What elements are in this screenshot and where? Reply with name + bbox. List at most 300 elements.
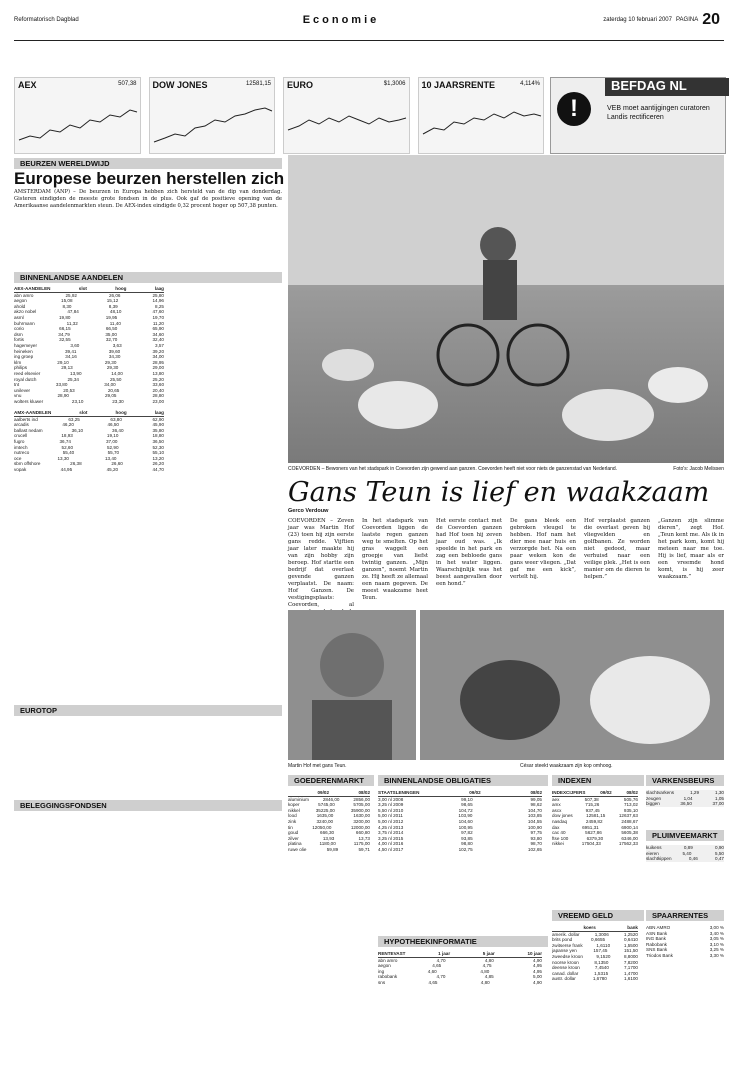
table-cell: amerik. dollar [552,931,580,937]
table-cell: 25,80 [152,292,164,298]
table-cell: 33,60 [152,382,164,388]
table-cell: 9,1520 [596,953,611,959]
table-cell: 5,00 nl 2012 [378,818,404,824]
chart-line [150,90,276,152]
table-cell: 32,40 [152,337,164,343]
table-cell: 44,95 [60,466,73,472]
table-cell: 507,38 [584,796,599,802]
table-row [378,980,542,986]
table-cell: 34,16 [65,354,77,360]
table-cell: 3,40 % [709,930,724,936]
table-cell: 46,50 [107,422,119,428]
table-cell: 2856,00 [353,796,370,802]
table-cell: 3,25 nl 2015 [378,835,404,841]
table-cell: 660,80 [355,830,370,836]
table-cell: 5,50 [715,850,724,856]
table-cell: 35,00 [105,331,117,337]
table-cell: eieren [646,850,659,856]
table-cell: 39,60 [108,348,121,354]
table-cell: nikkel [288,807,300,813]
table-cell: 0,6655 [591,937,606,943]
table-cell: 47,60 [152,309,164,315]
table-cell: ruwe olie [288,846,307,852]
table-cell: 3,57 [155,342,164,348]
table-cell: 48,10 [109,309,122,315]
table-cell: 98,62 [530,802,542,808]
table-aex [14,286,164,404]
table-cell: 39,20 [152,348,164,354]
page-number: 20 [702,11,720,28]
table-cell: Triodos Bank [646,952,673,958]
table-cell: ASN Bank [646,930,668,936]
table-cell: 103,85 [527,813,542,819]
table-cell: ABN AMRO [646,925,671,930]
table-cell: 1,6780 [592,976,607,982]
table-cell: tin [288,824,293,830]
table-cell: 20,65 [107,387,120,393]
table-cell: 93,80 [530,835,542,841]
table-cell: 33,80 [55,382,68,388]
table-cell: 104,55 [527,818,542,824]
section-bar-indexen: INDEXEN [552,775,644,786]
table-row [14,467,164,473]
table-cell: 36,50 [152,438,164,444]
table-cell: 26,38 [70,461,82,467]
table-cell: 93,85 [461,835,473,841]
photo-small-2-caption: César steekt waakzaam zijn kop omhoog. [520,763,613,769]
chart-value: 507,38 [118,81,137,87]
table-cell: 13,73 [358,835,370,841]
table-head: INDEXCIJFERS 09/02 08/02 [552,790,638,795]
table-cell: 37,00 [712,801,724,807]
photo-man-with-goose [288,610,416,760]
section-bar-eurotop: EUROTOP [14,705,282,716]
table-cell: 103,90 [458,813,473,819]
table-cell: 1,6100 [623,976,638,982]
article-col-2: In het stadspark van Coevorden liggen de laatste regen ganzen weg te smelten. Op het gras waggelt een groepje van liefst twintig ganzen. „Mijn ganzen”, noemt Martin ze. Hij heeft ze allemaal een naam gegeven. De meest waakzame heet Teun. [362,518,428,601]
chart-value: $1,3006 [383,81,406,87]
table-cell: 29,00 [152,365,164,371]
table-cell: 13,30 [57,455,69,461]
table-cell: akzo nobel [14,309,37,315]
table-cell: ahold [14,303,26,309]
table-cell: 13,20 [152,455,164,461]
table-indexen [552,790,638,847]
chart-value: 12581,15 [245,81,271,87]
table-cell: 99,10 [461,796,473,802]
table-cell: SNS Bank [646,947,668,953]
table-cell: 4,90 [533,957,542,963]
masthead [0,0,738,40]
photo-man-cycling-geese [288,155,724,463]
table-row [646,801,724,807]
table-cell: Rabobank [646,941,667,947]
table-row [646,856,724,862]
table-cell: 98,80 [461,841,473,847]
table-cell: 29,13 [61,365,73,371]
table-cell: amx [552,802,561,808]
table-cell: 7,8200 [623,959,638,965]
table-cell: 4,80 [480,968,490,974]
table-cell: 3,30 % [709,952,724,958]
table-goederen [288,790,370,853]
table-cell: 2846,00 [322,796,340,802]
table-head: RENTEVAST 1 jaar 5 jaar 10 jaar [378,951,542,956]
section-bar-hypotheek: HYPOTHEEKINFORMATIE [378,936,548,947]
chart-line [15,90,141,152]
table-cell: 20,40 [152,387,164,393]
chart-line [419,90,545,152]
exclamation-icon: ! [557,92,591,126]
table-cell: 937,45 [585,807,600,813]
table-cell: 19,95 [105,314,118,320]
table-cell: 1,3006 [594,931,609,937]
table-cell: sbm offshore [14,461,41,467]
article-col-6: „Ganzen zijn slimme dieren”, zegt Hof. „Teun kent me. Als ik in het park kom, komt hij meteen naar me toe. Hij is lief, maar als er een vreemde hond komt, is hij zeer waakzaam.” [658,518,724,580]
table-cell: 6951,31 [582,824,599,830]
table-cell: 39,41 [64,348,77,354]
table-cell: 1635,00 [316,813,334,819]
table-cell: ftse 100 [552,835,569,841]
table-cell: 157,45 [593,948,608,954]
table-cell: 2488,67 [621,818,638,824]
table-cell: buhrmann [14,320,35,326]
table-cell: 26,06 [108,292,121,298]
table-cell: cac 40 [552,830,566,836]
table-cell: 5745,00 [318,802,335,808]
table-cell: 5605,38 [621,830,638,836]
article-col-5: Hof verplaatst ganzen die overlast geven bij vliegvelden en golfbanen. Ze worden niet gedood, maar verhuisd naar een veilige plek. „Het is een manier om de dieren te helpen.” [584,518,650,580]
table-cell: 23,00 [152,398,164,404]
table-cell: 5,50 nl 2010 [378,807,404,813]
table-cell: 23,10 [71,398,84,404]
table-cell: 100,95 [458,824,473,830]
table-cell: 34,00 [152,354,164,360]
table-cell: 6900,14 [621,824,638,830]
table-cell: ing groep [14,354,34,360]
table-cell: 8,30 [62,303,72,309]
table-cell: japanse yen [552,948,577,954]
table-cell: rabobank [378,974,398,980]
table-cell: 104,60 [458,818,473,824]
table-cell: 29,30 [104,359,117,365]
table-head: STAATSLENINGEN 09/02 08/02 [378,790,542,795]
table-cell: 52,90 [107,444,119,450]
table-cell: 35225,00 [315,807,335,813]
table-cell: 4,25 nl 2013 [378,824,404,830]
table-cell: 11,40 [109,320,121,326]
table-cell: fugro [14,438,25,444]
market-charts [14,77,544,152]
chart-title: AEX [18,80,37,90]
table-cell: 36,10 [71,427,84,433]
table-cell: slachtvarkens [646,790,675,795]
table-cell: 18,80 [152,433,164,439]
table-cell: 5627,86 [585,830,602,836]
table-cell: 59,71 [358,846,370,852]
table-cell: abn amro [378,957,398,963]
table-cell: 666,30 [320,830,335,836]
table-cell: heineken [14,348,33,354]
table-obligaties [378,790,542,853]
table-cell: 11,32 [66,320,78,326]
table-cell: 4,80 [484,957,494,963]
table-head: 09/02 08/02 [288,790,370,797]
table-cell: 935,10 [623,807,638,813]
section-bar-fondsen: BELEGGINGSFONDSEN [14,800,282,811]
table-cell: 104,72 [458,807,473,813]
table-cell: 29,30 [106,365,119,371]
table-cell: 0,89 [683,845,693,850]
table-cell: 55,10 [152,450,164,456]
table-cell: zeugen [646,795,662,801]
photo-illustration [288,610,416,760]
section-bar-obligaties: BINNENLANDSE OBLIGATIES [378,775,548,786]
ad-box[interactable] [550,77,726,154]
table-cell: 25,34 [67,376,79,382]
photo-small-1-caption: Martin Hof met gans Teun. [288,763,347,769]
table-cell: 100,90 [527,824,542,830]
table-cell: platina [288,841,302,847]
table-cell: 1175,00 [353,841,370,847]
section-bar-binnenland: BINNENLANDSE AANDELEN [14,272,282,283]
table-cell: 20,53 [63,387,75,393]
table-cell: 6346,00 [621,835,638,841]
table-amx [14,410,164,473]
table-cell: 25,20 [152,376,164,382]
table-cell: 36,40 [112,427,124,433]
table-cell: klm [14,359,22,365]
table-cell: 3,25 % [709,947,724,953]
table-cell: 52,60 [61,444,74,450]
table-cell: 13,93 [322,835,335,841]
table-cell: 8,25 [155,303,164,309]
table-cell: 63,80 [110,416,122,422]
table-cell: biggen [646,801,660,807]
table-cell: brits pond [552,937,573,943]
table-cell: 12000,00 [350,824,370,830]
table-cell: imtech [14,444,28,450]
table-cell: 3,75 nl 2014 [378,830,404,836]
table-cell: 713,02 [623,802,638,808]
section-bar-varkens: VARKENSBEURS [646,775,724,786]
table-cell: 3,05 % [709,936,724,942]
table-cell: 715,26 [585,802,600,808]
table-cell: 55,70 [107,450,120,456]
masthead-rule [14,40,724,41]
table-cell: 13,80 [152,370,164,376]
photo-geese-closeup [420,610,724,760]
table-cell: 4,65 [428,979,438,985]
table-cell: 5705,00 [353,802,370,808]
table-cell: aalberts ind [14,416,38,422]
photo-credit: Foto's: Jacob Melissen [673,466,724,472]
table-cell: fortis [14,337,24,343]
table-head: AMX-AANDELEN slot hoog laag [14,410,164,415]
table-cell: 45,20 [106,466,119,472]
table-cell: sns [378,979,386,985]
table-row [552,841,638,847]
table-cell: 13,90 [70,370,82,376]
table-pluim [646,845,724,862]
table-cell: 14,00 [111,370,123,376]
table-cell: 66,50 [105,326,118,332]
table-cell: 19,10 [106,433,119,439]
table-cell: crucell [14,433,28,439]
table-cell: 0,46 [688,856,698,862]
table-cell: wolters kluwer [14,398,44,404]
table-cell: 66,15 [59,326,71,332]
chart-title: 10 JAARSRENTE [421,80,496,90]
table-cell: goud [288,830,299,836]
table-cell: 4,65 [432,963,442,969]
table-cell: 44,70 [152,466,164,472]
table-head: AEX-AANDELEN slot hoog laag [14,286,164,291]
table-cell: 13,40 [104,455,117,461]
table-cell: 97,75 [530,830,542,836]
table-cell: 151,50 [623,948,638,954]
table-cell: 1,2520 [623,931,638,937]
chart-dow [149,77,276,154]
table-cell: 15,12 [106,298,119,304]
table-cell: 34,00 [104,382,116,388]
table-cell: 34,30 [108,354,121,360]
table-cell: aluminium [288,796,309,802]
table-row [552,976,638,982]
table-cell: 25,92 [65,292,77,298]
table-cell: 1,4700 [623,970,638,976]
table-cell: 1,5315 [594,970,609,976]
table-cell: koper [288,802,300,808]
chart-title: DOW JONES [152,80,208,90]
table-cell: 12637,63 [618,813,638,819]
table-cell: 55,40 [62,450,75,456]
table-cell: 15,08 [61,298,73,304]
table-cell: vnu [14,393,22,399]
table-cell: 37,00 [105,438,118,444]
table-cell: corio [14,326,24,332]
table-cell: 3,00 nl 2008 [378,796,404,802]
table-cell: austr. dollar [552,976,576,982]
table-cell: 3,10 % [709,941,724,947]
table-cell: 65,90 [152,326,164,332]
table-cell: 19,80 [58,314,71,320]
table-cell: 3240,00 [316,818,334,824]
table-cell: 26,60 [111,461,123,467]
table-cell: 34,60 [152,331,164,337]
table-cell: vopak [14,466,27,472]
table-cell: 8,8000 [623,953,638,959]
table-head: koers bank [552,925,638,932]
table-cell: 102,65 [527,846,542,852]
table-cell: nasdaq [552,818,568,824]
table-cell: 0,6410 [623,937,638,943]
table-cell: 28,80 [152,393,164,399]
table-cell: 17562,33 [618,841,638,847]
table-cell: asml [14,314,24,320]
chart-euro [283,77,410,154]
table-cell: 59,89 [326,846,339,852]
table-cell: 46,20 [62,422,74,428]
table-cell: kuikens [646,845,662,850]
table-cell: zweedse kroon [552,953,583,959]
table-cell: philips [14,365,28,371]
article-col-4: De gans bleek een gebroken vleugel te hebben. Hof nam het dier mee naar huis en verzorgde het. Na een paar weken kon de gans weer vliegen. „Dat gaf me een kick”, vertelt hij. [510,518,576,580]
section-bar-pluim: PLUIMVEEMARKT [646,830,724,841]
table-cell: 36,50 [680,801,692,807]
table-cell: reed elsevier [14,370,41,376]
table-cell: 29,10 [57,359,69,365]
table-row [378,847,542,853]
photo-main-caption: COEVORDEN – Bewoners van het stadspark in Coevorden zijn gewend aan ganzen. Coevorden heeft niet voor niets de ganzenstad van Nederland. Foto's: Jacob Melissen [288,466,724,472]
table-cell: royal dutch [14,376,37,382]
table-cell: lood [288,813,297,819]
table-cell: 45,90 [152,422,164,428]
table-cell: 23,30 [112,398,124,404]
table-cell: hagemeyer [14,342,37,348]
table-cell: 4,00 nl 2016 [378,841,404,847]
table-cell: nikkei [552,841,564,847]
table-cell: 4,90 [533,979,542,985]
section-bar-world: BEURZEN WERELDWIJD [14,158,282,169]
table-cell: noorse kroon [552,959,579,965]
table-cell: dsm [14,331,23,337]
chart-rente [418,77,545,154]
photo-illustration [288,155,724,463]
table-spaar [646,925,724,959]
section-bar-spaar: SPAARRENTES [646,910,724,921]
ad-banner: BEFDAG NL [605,78,729,96]
table-cell: 62,90 [152,416,164,422]
table-cell: zilver [288,835,299,841]
table-cell: deense kroon [552,965,580,971]
date: zaterdag 10 februari 2007 [603,17,672,23]
table-cell: 5,00 nl 2011 [378,813,403,819]
table-row [646,953,724,959]
article-headline: Gans Teun is lief en waakzaam [288,477,710,508]
world-headline: Europese beurzen herstellen zich [14,169,285,188]
table-cell: dax [552,824,560,830]
table-cell: 5,40 [682,850,692,856]
table-cell: 4,75 [482,963,492,969]
table-cell: 1,29 [690,790,700,795]
table-cell: 18,93 [61,433,73,439]
table-cell: 4,60 [427,968,437,974]
paper-name: Reformatorisch Dagblad [14,17,79,23]
table-hypotheek [378,951,542,986]
article-body [288,518,724,623]
table-cell: 12581,15 [586,813,606,819]
table-cell: 1180,00 [319,841,336,847]
table-cell: 98,70 [530,841,542,847]
table-cell: 1,6110 [596,942,611,948]
page-label: PAGINA [675,17,699,23]
table-cell: 7,4540 [594,965,609,971]
table-cell: 1,04 [683,795,693,801]
table-cell: 8,39 [108,303,118,309]
chart-title: EURO [287,80,314,90]
table-cell: 8,1350 [594,959,609,965]
table-cell: 35,80 [152,427,164,433]
table-cell: 35900,00 [350,807,370,813]
table-cell: aegon [378,963,391,969]
table-cell: 12050,00 [312,824,332,830]
table-cell: 0,47 [715,856,724,862]
table-row [288,847,370,853]
table-cell: 1,30 [715,790,724,795]
table-cell: arcadis [14,422,29,428]
table-cell: 28,95 [152,359,164,365]
